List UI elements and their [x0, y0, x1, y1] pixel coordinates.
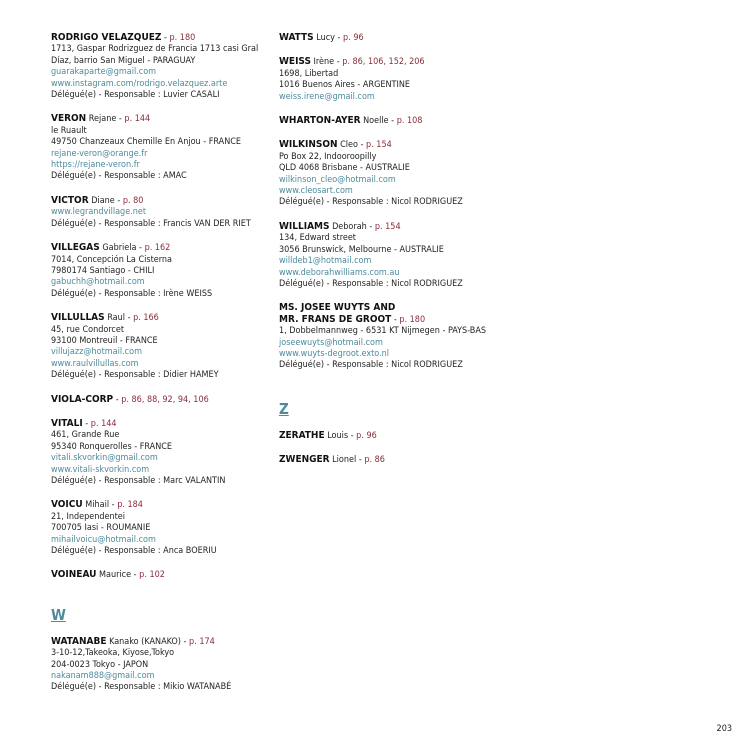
entry-link[interactable]: wilkinson_cleo@hotmail.com: [279, 174, 396, 185]
entry-surname: VILLULLAS: [51, 312, 105, 324]
entry-detail: le Ruault: [51, 125, 87, 136]
entry-surname: VOINEAU: [51, 569, 97, 581]
entry-detail: 95340 Ronquerolles - FRANCE: [51, 441, 173, 452]
entry-given-name: Cleo: [340, 140, 358, 151]
entry-heading: VILLULLAS Raul - p. 166: [51, 312, 159, 324]
wuyts-slot: [279, 302, 505, 371]
entry-link[interactable]: www.vitali-skvorkin.com: [51, 464, 150, 475]
entry-surname: WATANABE: [51, 635, 107, 647]
section-letter-w: W: [51, 605, 66, 624]
entry-detail: Délégué(e) - Responsable : AMAC: [51, 171, 187, 182]
entry-detail: Délégué(e) - Responsable : Nicol RODRIGUEZ: [279, 278, 463, 289]
entry-link[interactable]: www.instagram.com/rodrigo.velazquez.arte: [51, 78, 228, 89]
directory-entry: [51, 636, 273, 694]
right-entries: [279, 32, 505, 290]
entry-surname: VICTOR: [51, 194, 89, 206]
directory-entry: [279, 221, 505, 290]
directory-entry: [279, 302, 505, 371]
directory-entry: [51, 418, 273, 487]
entry-detail: 45, rue Condorcet: [51, 324, 125, 335]
entry-surname: WILLIAMS: [279, 220, 330, 232]
entry-heading: VICTOR Diane - p. 80: [51, 194, 144, 206]
entry-heading: WHARTON-AYER Noelle - p. 108: [279, 115, 423, 127]
entry-page-ref: p. 166: [133, 313, 159, 324]
entry-detail: 204-0023 Tokyo - JAPON: [51, 659, 149, 670]
entry-surname: MS. JOSEE WUYTS AND: [279, 302, 396, 314]
entry-page-ref: p. 184: [117, 500, 143, 511]
directory-entry: [279, 454, 505, 466]
entry-page-ref: p. 80: [122, 195, 144, 206]
entry-page-ref: p. 86, 88, 92, 94, 106: [121, 394, 209, 405]
entry-detail: 49750 Chanzeaux Chemille En Anjou - FRANCE: [51, 137, 242, 148]
directory-entry: [51, 312, 273, 381]
entry-page-ref: p. 96: [343, 33, 364, 43]
entry-page-ref: p. 154: [374, 221, 401, 232]
entry-detail: 3056 Brunswick, Melbourne - AUSTRALIE: [279, 244, 444, 255]
entry-heading: VERON Rejane - p. 144: [51, 113, 151, 125]
entry-surname: WHARTON-AYER: [279, 115, 361, 127]
entry-link[interactable]: willdeb1@hotmail.com: [279, 256, 372, 267]
entry-detail: Po Box 22, Indooroopilly: [279, 151, 377, 162]
entry-heading: RODRIGO VELAZQUEZ - p. 180: [51, 32, 196, 43]
entry-detail: 3-10-12,Takeoka, Kiyose,Tokyo: [51, 648, 175, 659]
entry-page-ref: p. 102: [139, 570, 165, 581]
entry-link[interactable]: www.raulvillullas.com: [51, 358, 139, 369]
directory-entry: [51, 242, 273, 300]
entry-detail: Délégué(e) - Responsable : Irène WEISS: [51, 288, 213, 299]
entry-heading: WATANABE Kanako (KANAKO) - p. 174: [51, 635, 215, 647]
entry-detail: Délégué(e) - Responsable : Anca BOERIU: [51, 546, 217, 557]
entry-given-name: Raul: [107, 313, 125, 324]
entry-detail: 7014, Concepción La Cisterna: [51, 254, 173, 265]
entry-heading: VILLEGAS Gabriela - p. 162: [51, 242, 171, 254]
entry-given-name: Diane: [91, 195, 115, 206]
entry-detail: 134, Edward street: [279, 233, 356, 244]
entry-surname: MR. FRANS DE GROOT: [279, 313, 392, 325]
entry-link[interactable]: villujazz@hotmail.com: [51, 347, 142, 358]
entry-surname: WILKINSON: [279, 139, 338, 151]
entry-detail: 1016 Buenos Aires - ARGENTINE: [279, 80, 411, 91]
entry-detail: Délégué(e) - Responsable : Luvier CASALI: [51, 90, 220, 101]
directory-entry: [51, 394, 273, 406]
entry-surname: VITALI: [51, 417, 83, 429]
entry-detail: Délégué(e) - Responsable : Didier HAMEY: [51, 370, 219, 381]
entry-detail: Délégué(e) - Responsable : Marc VALANTIN: [51, 476, 226, 486]
directory-entry: [51, 499, 273, 557]
entry-page-ref: p. 86, 106, 152, 206: [342, 57, 425, 68]
entry-detail: 700705 Iasi - ROUMANIE: [51, 523, 151, 534]
entry-detail: Délégué(e) - Responsable : Nicol RODRIGUEZ: [279, 360, 463, 371]
entry-heading: VOINEAU Maurice - p. 102: [51, 569, 165, 581]
entry-heading: WILLIAMS Deborah - p. 154: [279, 220, 401, 232]
entry-link[interactable]: mihailvoicu@hotmail.com: [51, 534, 156, 545]
entry-page-ref: p. 108: [396, 116, 423, 127]
entry-link[interactable]: joseewuyts@hotmail.com: [279, 337, 383, 348]
entry-detail: Díaz, barrio San Miguel - PARAGUAY: [51, 55, 196, 66]
entry-page-ref: p. 86: [364, 455, 385, 466]
entry-link[interactable]: https://rejane-veron.fr: [51, 160, 140, 171]
entry-surname: WEISS: [279, 56, 311, 68]
entry-detail: QLD 4068 Brisbane - AUSTRALIE: [279, 163, 410, 174]
entry-given-name: Lionel: [332, 455, 357, 466]
entry-page-ref: p. 174: [189, 636, 215, 647]
directory-entry: [279, 430, 505, 442]
entry-surname: ZWENGER: [279, 454, 330, 466]
entry-link[interactable]: weiss.irene@gmail.com: [279, 91, 375, 102]
entry-given-name: Deborah: [332, 221, 367, 232]
entry-detail: Délégué(e) - Responsable : Nicol RODRIGUEZ: [279, 197, 463, 208]
entry-surname: WATTS: [279, 32, 314, 43]
entry-surname: VOICU: [51, 499, 83, 511]
entry-given-name: Noelle: [363, 116, 389, 127]
entry-heading: MR. FRANS DE GROOT - p. 180: [279, 313, 426, 325]
entry-link[interactable]: www.cleosart.com: [279, 186, 353, 197]
entry-link[interactable]: vitali.skvorkin@gmail.com: [51, 453, 158, 464]
entry-given-name: Lucy: [316, 33, 335, 43]
entry-heading: VITALI - p. 144: [51, 417, 117, 429]
right-column: [279, 32, 505, 479]
entry-detail: Délégué(e) - Responsable : Mikio WATANABÉ: [51, 682, 232, 693]
entry-detail: 21, Independentei: [51, 511, 126, 522]
entry-detail: 1698, Libertad: [279, 68, 339, 79]
entry-link[interactable]: gabuchh@hotmail.com: [51, 277, 145, 288]
entry-link[interactable]: www.deborahwilliams.com.au: [279, 267, 400, 278]
left-column: [51, 32, 273, 706]
entry-link[interactable]: rejane-veron@orange.fr: [51, 148, 148, 159]
entry-surname: VILLEGAS: [51, 242, 100, 254]
entry-detail: 93100 Montreuil - FRANCE: [51, 335, 158, 346]
section-letter-z: Z: [279, 399, 289, 418]
entry-given-name: Kanako (KANAKO): [109, 636, 181, 647]
entry-heading: WATTS Lucy - p. 96: [279, 32, 364, 43]
entry-page-ref: p. 180: [169, 33, 196, 43]
directory-entry: [279, 139, 505, 208]
entry-link[interactable]: www.legrandvillage.net: [51, 207, 147, 218]
entry-page-ref: p. 154: [366, 140, 392, 151]
entry-link[interactable]: www.wuyts-degroot.exto.nl: [279, 348, 390, 359]
directory-entry: [51, 32, 273, 101]
entry-detail: 7980174 Santiago - CHILI: [51, 265, 155, 276]
watanabe-slot: [51, 636, 273, 694]
entry-heading: VIOLA-CORP - p. 86, 88, 92, 94, 106: [51, 393, 209, 405]
entry-heading: ZERATHE Louis - p. 96: [279, 429, 377, 441]
directory-entry: [279, 32, 505, 44]
entry-heading: ZWENGER Lionel - p. 86: [279, 454, 385, 466]
z-entries: [279, 430, 505, 467]
entry-detail: Délégué(e) - Responsable : Francis VAN DER RIET: [51, 218, 251, 229]
entry-given-name: Louis: [327, 430, 349, 441]
entry-given-name: Irène: [313, 57, 335, 68]
entry-link[interactable]: guarakaparte@gmail.com: [51, 67, 157, 78]
page-number: 203: [716, 724, 732, 734]
entry-given-name: Mihail: [85, 500, 110, 511]
entry-detail: 1, Dobbelmannweg - 6531 KT Nijmegen - PAYS-BAS: [279, 326, 487, 337]
directory-entry: [279, 56, 505, 103]
entry-heading: WILKINSON Cleo - p. 154: [279, 139, 392, 151]
entry-heading: WEISS Irène - p. 86, 106, 152, 206: [279, 56, 425, 68]
entry-page-ref: p. 144: [124, 114, 151, 125]
directory-entry: [51, 113, 273, 182]
entry-page-ref: p. 180: [399, 314, 426, 325]
entry-detail: 1713, Gaspar Rodrizguez de Francia 1713 casi Gral: [51, 44, 259, 55]
entry-detail: 461, Grande Rue: [51, 430, 120, 441]
entry-given-name: Rejane: [88, 114, 117, 125]
entry-page-ref: p. 162: [144, 243, 171, 254]
entry-surname: VIOLA-CORP: [51, 393, 114, 405]
directory-entry: [279, 115, 505, 127]
entry-given-name: Maurice: [99, 570, 132, 581]
entry-link[interactable]: nakanam888@gmail.com: [51, 671, 155, 682]
entry-page-ref: p. 96: [356, 430, 377, 441]
directory-entry: [51, 569, 273, 581]
entry-surname: ZERATHE: [279, 429, 325, 441]
directory-entry: [51, 195, 273, 230]
entry-given-name: Gabriela: [102, 243, 137, 254]
entry-surname: RODRIGO VELAZQUEZ: [51, 32, 162, 43]
entry-surname: VERON: [51, 113, 87, 125]
left-entries: [51, 32, 273, 582]
entry-page-ref: p. 144: [90, 418, 117, 429]
entry-heading: VOICU Mihail - p. 184: [51, 499, 143, 511]
